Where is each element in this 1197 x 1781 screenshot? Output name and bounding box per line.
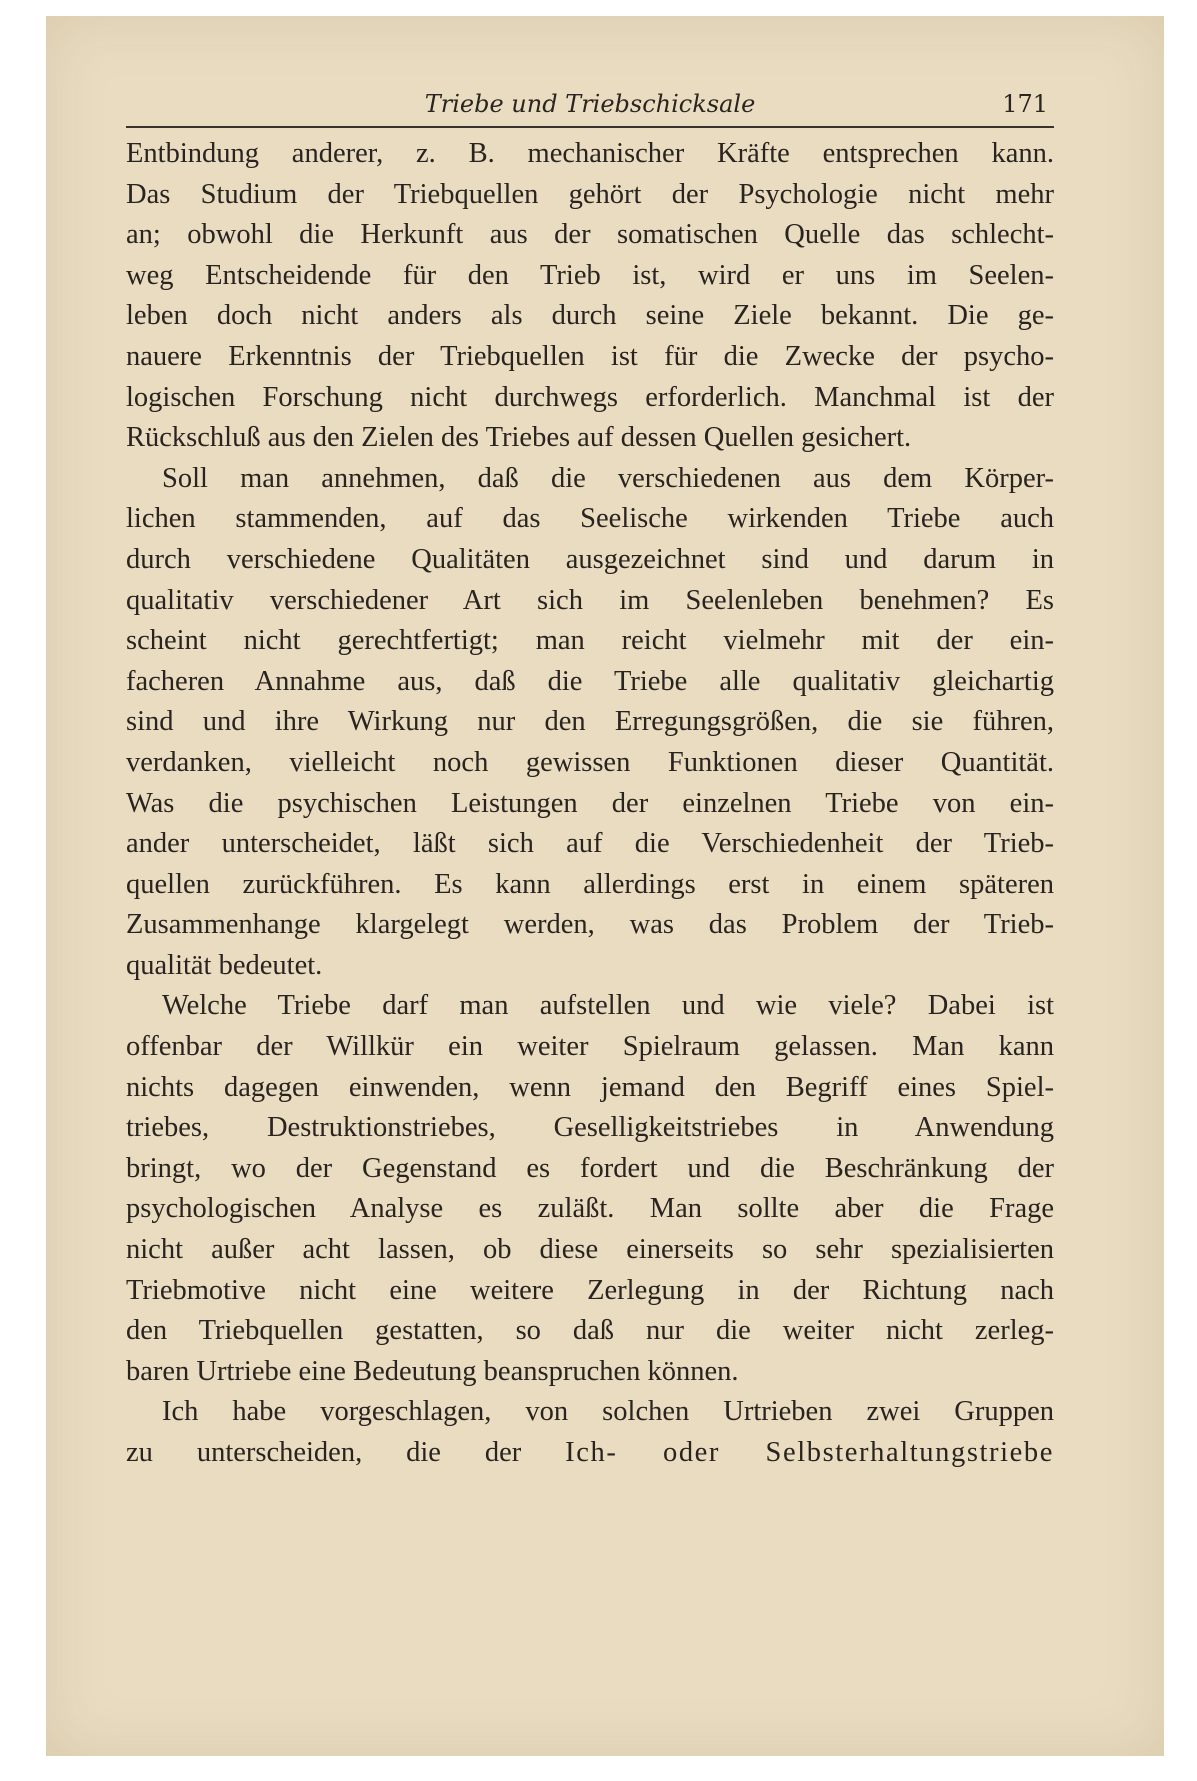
text-line: baren Urtriebe eine Bedeutung beanspruchen können. (126, 1355, 739, 1387)
page-number: 171 (1002, 90, 1048, 118)
text-line: Soll man annehmen, daß die verschiedenen aus dem Körper- (162, 462, 1054, 494)
page-header (126, 82, 1054, 122)
text-line: ander unterscheidet, läßt sich auf die Verschiedenheit der Trieb- (126, 828, 1054, 860)
text-line: scheint nicht gerechtfertigt; man reicht vielmehr mit der ein- (126, 625, 1054, 657)
text-line (126, 1433, 1054, 1474)
text-line: an; obwohl die Herkunft aus der somatischen Quelle das schlecht- (126, 219, 1054, 251)
header-rule (126, 126, 1054, 128)
text-line: qualitativ verschiedener Art sich im Seelenleben benehmen? Es (126, 584, 1054, 616)
text-line: Triebmotive nicht eine weitere Zerlegung in der Richtung nach (126, 1274, 1054, 1306)
text-line: logischen Forschung nicht durchwegs erforderlich. Manchmal ist der (126, 381, 1054, 413)
text-line: den Triebquellen gestatten, so daß nur die weiter nicht zerleg- (126, 1315, 1054, 1347)
text-line-start: zu unterscheiden, die der (126, 1437, 566, 1468)
text-line: leben doch nicht anders als durch seine Ziele bekannt. Die ge- (126, 300, 1054, 332)
text-line: nauere Erkenntnis der Triebquellen ist für die Zwecke der psycho- (126, 340, 1054, 372)
text-line: Zusammenhange klargelegt werden, was das Problem der Trieb- (126, 909, 1054, 941)
text-line: durch verschiedene Qualitäten ausgezeichnet sind und darum in (126, 543, 1054, 575)
text-line: Was die psychischen Leistungen der einzelnen Triebe von ein- (126, 787, 1054, 819)
text-line: Welche Triebe darf man aufstellen und wie viele? Dabei ist (162, 990, 1054, 1022)
text-line: triebes, Destruktionstriebes, Geselligkeitstriebes in Anwendung (126, 1112, 1054, 1144)
text-line: qualität bedeutet. (126, 949, 323, 981)
text-line: lichen stammenden, auf das Seelische wirkenden Triebe auch (126, 503, 1054, 535)
text-line: sind und ihre Wirkung nur den Erregungsgrößen, die sie führen, (126, 706, 1054, 738)
text-line: bringt, wo der Gegenstand es fordert und die Beschränkung der (126, 1152, 1054, 1184)
text-line: Rückschluß aus den Zielen des Triebes auf dessen Quellen gesichert. (126, 422, 912, 454)
book-page (46, 16, 1164, 1756)
text-line: psychologischen Analyse es zuläßt. Man sollte aber die Frage (126, 1193, 1054, 1225)
running-title: Triebe und Triebschicksale (424, 90, 756, 118)
text-line: Das Studium der Triebquellen gehört der Psychologie nicht mehr (126, 178, 1054, 210)
text-line: verdanken, vielleicht noch gewissen Funktionen dieser Quantität. (126, 746, 1054, 778)
text-line: nicht außer acht lassen, ob diese einerseits so sehr spezialisierten (126, 1234, 1054, 1266)
text-line: weg Entscheidende für den Trieb ist, wird er uns im Seelen- (126, 259, 1054, 291)
text-line: quellen zurückführen. Es kann allerdings erst in einem späteren (126, 868, 1054, 900)
text-line: Ich habe vorgeschlagen, von solchen Urtrieben zwei Gruppen (162, 1396, 1054, 1428)
text-line: offenbar der Willkür ein weiter Spielraum gelassen. Man kann (126, 1031, 1054, 1063)
body-text (126, 134, 1054, 1474)
text-line: Entbindung anderer, z. B. mechanischer Kräfte entsprechen kann. (126, 138, 1054, 169)
text-line: nichts dagegen einwenden, wenn jemand den Begriff eines Spiel- (126, 1071, 1054, 1103)
text-line: facheren Annahme aus, daß die Triebe alle qualitativ gleichartig (126, 665, 1054, 697)
text-line-spaced: Ich- oder Selbsterhaltungstriebe (565, 1437, 1054, 1468)
